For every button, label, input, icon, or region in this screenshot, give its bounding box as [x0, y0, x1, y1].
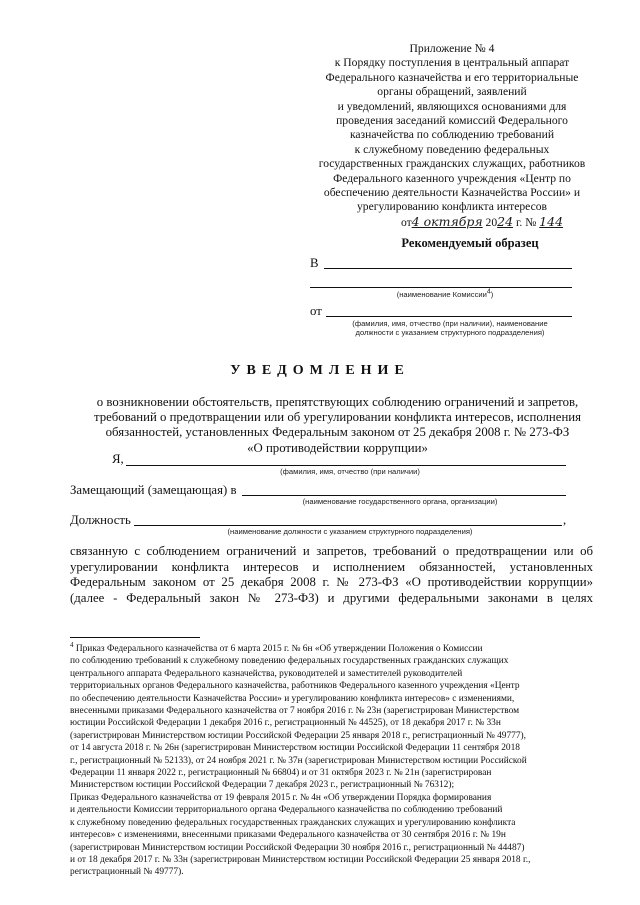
position-field[interactable] — [134, 525, 562, 526]
appendix-line: урегулированию конфликта интересов — [356, 200, 548, 214]
full-name-field[interactable] — [126, 465, 566, 466]
appendix-line: государственных гражданских служащих, работников — [318, 157, 586, 171]
sender-caption: (фамилия, имя, отчество (при наличии), наименование должности с указанием структурного подразделения) — [352, 319, 548, 337]
to-prefix: В — [310, 256, 319, 270]
handwritten-number: 144 — [539, 213, 564, 229]
from-prefix: от — [310, 304, 322, 318]
footnote-separator — [70, 637, 200, 638]
appendix-line: и уведомлений, являющихся основаниями для — [337, 99, 567, 113]
appendix-header — [296, 42, 608, 230]
handwritten-date: 4 октября — [411, 213, 483, 229]
footnote: $^4$ Приказ Федерального казначейства от 6 марта 2015 г. № 6н «Об утверждении Положения о Комиссии по соблюдению требований к служебному поведению федеральных государственных гражданских служащих центрального аппарата Федерального казначейства, руководителей и заместителей руководителей территориальных органов Федерального казначейства, работников Федерального казенного учреждения «Центр по обеспечению деятельности Казначейства России» и урегулированию конфликта интересов» с изменениями, внесенными приказами Федерального казначейства от 7 ноября 2016 г. № 23н (зарегистрирован Министерством юстиции Российской Федерации 1 декабря 2016 г., регистрационный № 44525), от 18 декабря 2017 г. № 33н (зарегистрирован Министерством юстиции Российской Федерации 25 января 2018 г., регистрационный № 49777), от 14 августа 2018 г. № 26н (зарегистрирован Министерством юстиции Российской Федерации 11 сентября 2018 г., регистрационный № 52133), от 24 ноября 2021 г. № 37н (зарегистрирован Министерством юстиции Российской Федерации 11 января 2022 г., регистрационный № 66804) и от 31 октября 2023 г. № 21н (зарегистрирован Министерством юстиции Российской Федерации 7 декабря 2023 г., регистрационный № 76312); Приказ Федерального казначейства от 19 февраля 2015 г. № 4н «Об утверждении Порядка формирования и деятельности Комиссии территориального органа Федерального казначейства по соблюдению требований к служебному поведению федеральных государственных гражданских служащих и урегулированию конфликта интересов» с изменениями, внесенными приказами Федерального казначейства от 30 сентября 2016 г. № 19н (зарегистрирован Министерством юстиции Российской Федерации 30 ноября 2016 г., регистрационный № 44487) и от 18 декабря 2017 г. № 33н (зарегистрирован Министерством юстиции Российской Федерации 25 января 2018 г., регистрационный № 49777). — [70, 640, 531, 878]
appendix-line: Приложение № 4 — [409, 42, 495, 55]
appendix-line: Федерального казенного учреждения «Центр по — [333, 171, 571, 185]
position-holder-label: Замещающий (замещающая) в — [70, 483, 237, 497]
i-label: Я, — [112, 452, 124, 466]
appendix-line: обеспечению деятельности Казначейства России» и — [323, 186, 581, 200]
position-end: , — [563, 513, 567, 527]
appendix-line: казначейства по соблюдению требований — [349, 128, 555, 142]
commission-name-field-2[interactable] — [310, 287, 572, 288]
year-prefix: 20 — [485, 215, 498, 229]
footnote-ref: 4 — [486, 288, 491, 296]
footnote-mark: 4 — [70, 640, 74, 649]
notice-subject: о возникновении обстоятельств, препятствующих соблюдению ограничений и запретов, требований о предотвращении или об урегулировании конфликта интересов, исполнения обязанностей, установленных Федеральным законом от 25 декабря 2008 г. № 273-ФЗ «О противодействии коррупции» — [93, 395, 582, 455]
notice-title: УВЕДОМЛЕНИЕ — [230, 363, 410, 378]
position-caption: (наименование должности с указанием структурного подразделения) — [227, 527, 473, 536]
commission-name-field[interactable] — [324, 268, 572, 269]
year-suffix: г. № — [515, 215, 537, 229]
commission-caption: (наименование Комиссии$^4$) — [396, 288, 494, 299]
full-name-caption: (фамилия, имя, отчество (при наличии) — [280, 467, 420, 476]
position-label: Должность — [70, 513, 131, 527]
appendix-line: проведения заседаний комиссий Федерального — [336, 114, 568, 128]
date-prefix: от — [400, 215, 412, 229]
organization-caption: (наименование государственного органа, организации) — [302, 497, 498, 506]
appendix-line: органы обращений, заявлений — [377, 85, 527, 99]
appendix-line: Федерального казначейства и его территориальные — [325, 70, 579, 84]
appendix-line: к Порядку поступления в центральный аппарат — [334, 56, 570, 70]
sender-field[interactable] — [326, 316, 572, 317]
organization-field[interactable] — [242, 495, 566, 496]
appendix-line: к служебному поведению федеральных — [354, 142, 550, 156]
appendix-date-line — [356, 215, 608, 230]
sample-label: Рекомендуемый образец — [401, 236, 539, 250]
notice-body: связанную с соблюдением ограничений и запретов, требований о предотвращении или об урегулировании конфликта интересов и исполнением обязанностей, установленных Федеральным законом от 25 декабря 2008 г. № 273-ФЗ «О противодействии коррупции» (далее - Федеральный закон № 273-ФЗ) и другими федеральными законами в целях — [70, 544, 593, 605]
handwritten-year: 24 — [497, 213, 514, 229]
